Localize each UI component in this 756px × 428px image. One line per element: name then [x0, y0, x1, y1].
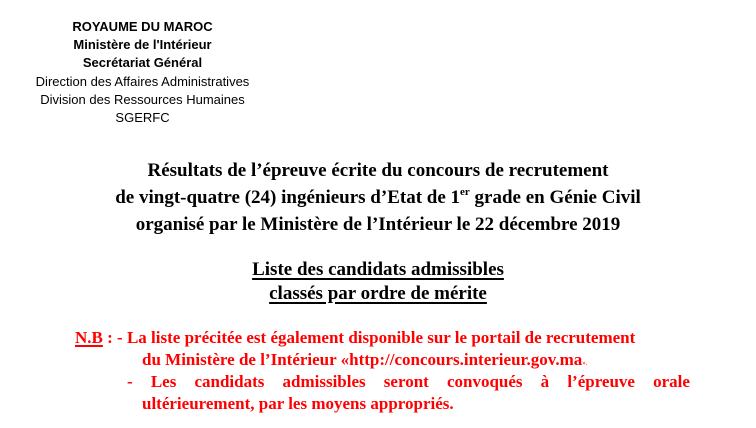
list-heading [0, 258, 756, 306]
note-2-row-2 [142, 393, 690, 415]
title-ordinal-suffix: er [460, 185, 470, 198]
letterhead [10, 18, 275, 127]
ministry-name: Ministère de l'Intérieur [73, 37, 212, 53]
nb-label: N.B [75, 328, 103, 347]
note-2-word: Les [150, 372, 177, 391]
title-line-1: Résultats de l’épreuve écrite du concours de recrutement [147, 160, 609, 181]
note-2-row-1 [75, 371, 690, 393]
nota-bene-block [75, 327, 690, 415]
title-line-2 [0, 184, 756, 211]
direction-name: Direction des Affaires Administratives [35, 73, 250, 89]
list-heading-line-1: Liste des candidats admissibles [252, 259, 504, 280]
note-1-row-2 [142, 349, 690, 371]
note-2-word: l’épreuve [567, 372, 635, 391]
note-2-text-line-2: ultérieurement, par les moyens appropriés. [142, 394, 454, 413]
secretariat-name: Secrétariat Général [82, 55, 203, 71]
note-1-row-1 [75, 327, 690, 349]
note-1-text-line-2: du Ministère de l’Intérieur «http://concours.interieur.gov.ma [142, 350, 583, 369]
note-2-word: convoqués [446, 372, 523, 391]
note-1-closing: ». [582, 359, 588, 367]
note-2-word: admissibles [282, 372, 366, 391]
service-name: SGERFC [115, 110, 170, 126]
title-line-2-end: grade en Génie Civil [469, 187, 641, 208]
note-1-text-line-1: - La liste précitée est également disponible sur le portail de recrutement [117, 328, 636, 347]
nb-separator: : [102, 328, 118, 347]
division-name: Division des Ressources Humaines [40, 91, 245, 107]
note-2-text-line-1 [127, 371, 690, 393]
note-2-word: orale [653, 372, 690, 391]
note-2-word: - [127, 372, 133, 391]
list-heading-line-2: classés par ordre de mérite [269, 283, 487, 304]
note-2-word: à [540, 372, 550, 391]
title-line-2-start: de vingt-quatre (24) ingénieurs d’Etat de 1 [115, 187, 461, 208]
title-line-3: organisé par le Ministère de l’Intérieur le 22 décembre 2019 [135, 214, 621, 235]
document-title [0, 157, 756, 238]
note-2-word: candidats [194, 372, 265, 391]
note-2-word: seront [383, 372, 429, 391]
kingdom-name: ROYAUME DU MAROC [72, 19, 213, 34]
